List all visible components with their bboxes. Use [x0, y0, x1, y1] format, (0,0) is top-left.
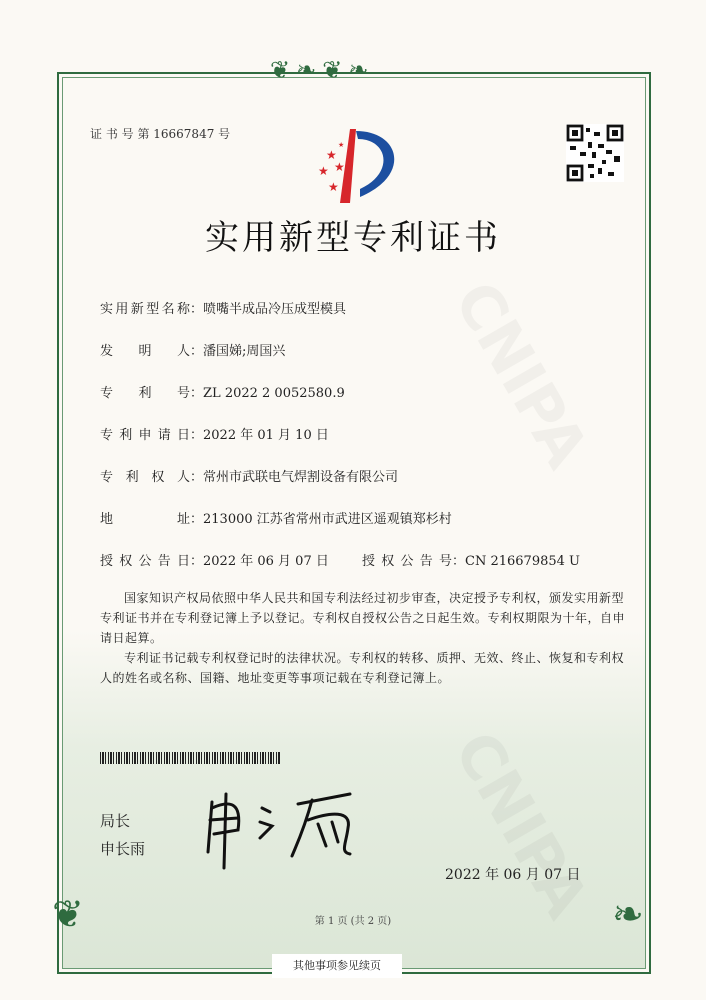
field-label: 授权公告日	[100, 554, 190, 569]
svg-text:★: ★	[338, 141, 345, 149]
field-value: 常州市武联电气焊割设备有限公司	[203, 470, 399, 485]
director-title: 局长	[100, 812, 131, 830]
top-ornament-icon: ❦❧❦❧	[270, 56, 375, 84]
field-label: 授权公告号	[362, 554, 452, 569]
colon: ：	[452, 554, 466, 569]
svg-text:★: ★	[326, 148, 337, 162]
colon: ：	[190, 428, 204, 443]
field-value: ZL 2022 2 0052580.9	[203, 386, 345, 401]
field-label: 专利号	[100, 386, 190, 401]
publication-number-row	[362, 550, 580, 569]
field-label: 地址	[100, 512, 190, 527]
issue-date: 2022 年 06 月 07 日	[445, 867, 581, 883]
svg-text:★: ★	[328, 180, 339, 194]
legal-status-statement: 专利证书记载专利权登记时的法律状况。专利权的转移、质押、无效、终止、恢复和专利权人的姓名或名称、国籍、地址变更等事项记载在专利登记簿上。	[100, 651, 625, 685]
colon: ：	[190, 470, 204, 485]
corner-ornament-left-icon: ❦	[52, 892, 84, 936]
field-label: 专利权人	[100, 470, 190, 485]
field-row	[100, 340, 285, 359]
certificate-number: 证 书 号 第 16667847 号	[90, 127, 231, 141]
field-row	[100, 550, 329, 569]
svg-text:★: ★	[318, 164, 329, 178]
field-label: 实用新型名称	[100, 302, 190, 317]
qr-code	[566, 124, 624, 182]
field-value: CN 216679854 U	[465, 554, 580, 569]
field-value: 潘国娣;周国兴	[203, 344, 286, 359]
field-row	[100, 424, 329, 443]
page-indicator: 第 1 页 (共 2 页)	[314, 916, 392, 927]
field-value: 喷嘴半成品冷压成型模具	[203, 302, 347, 317]
colon: ：	[190, 302, 204, 317]
colon: ：	[190, 386, 204, 401]
barcode	[100, 752, 280, 764]
footer-note: 其他事项参见续页	[272, 954, 402, 978]
field-row	[100, 298, 346, 317]
field-row	[100, 508, 452, 527]
field-label: 专利申请日	[100, 428, 190, 443]
colon: ：	[190, 554, 204, 569]
field-value: 213000 江苏省常州市武进区遥观镇郑杉村	[203, 512, 452, 527]
colon: ：	[190, 344, 204, 359]
director-signature	[200, 790, 370, 870]
director-name: 申长雨	[100, 840, 146, 858]
grant-statement: 国家知识产权局依照中华人民共和国专利法经过初步审查，决定授予专利权，颁发实用新型专利证书并在专利登记簿上予以登记。专利权自授权公告之日起生效。专利权期限为十年，自申请日起算。	[100, 591, 626, 645]
corner-ornament-right-icon: ❧	[612, 892, 644, 936]
svg-text:★: ★	[334, 160, 345, 174]
field-value: 2022 年 01 月 10 日	[203, 428, 329, 443]
cnipa-logo	[300, 125, 410, 205]
field-row	[100, 382, 345, 401]
page-title: 实用新型专利证书	[205, 218, 501, 258]
field-row	[100, 466, 398, 485]
colon: ：	[190, 512, 204, 527]
field-label: 发明人	[100, 344, 190, 359]
field-value: 2022 年 06 月 07 日	[203, 554, 329, 569]
